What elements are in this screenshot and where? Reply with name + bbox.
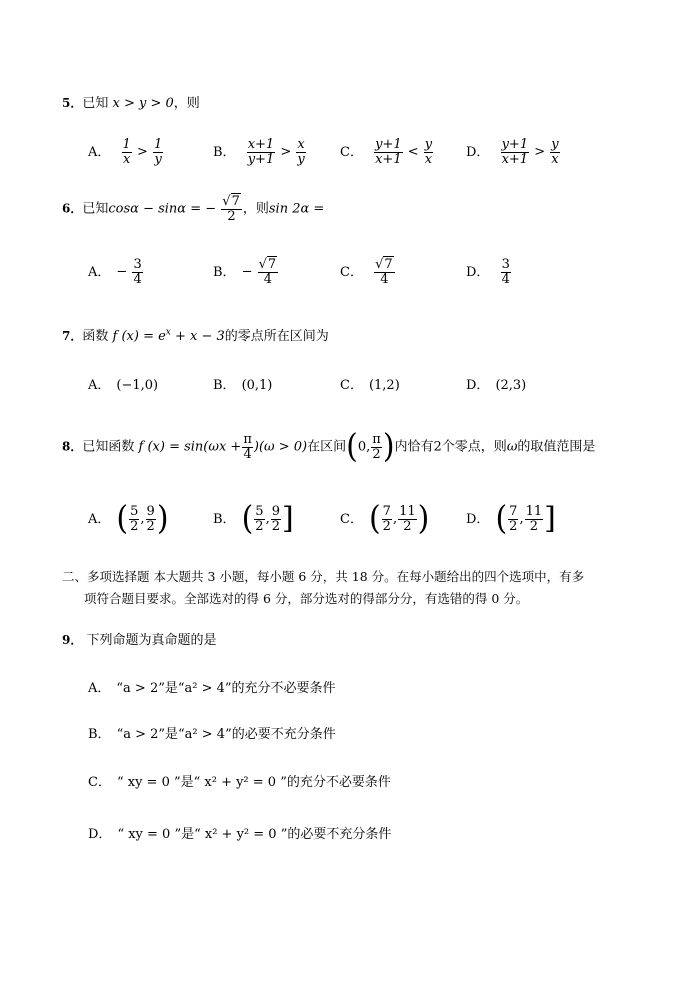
open-bracket: ( (241, 499, 254, 538)
q5-option-c[interactable] (340, 138, 434, 166)
operator: > (136, 144, 148, 160)
option-label: B． (88, 727, 111, 742)
stem-text: 函数 (82, 329, 109, 344)
section-2-instructions (62, 566, 662, 610)
fraction: $\frac{9}{2}$ (146, 503, 155, 534)
section-line-1: 二、多项选择题 本大题共 3 小题，每小题 6 分，共 18 分。在每小题给出的四个选项中，有多 (62, 569, 585, 584)
q7-option-c[interactable] (340, 374, 400, 393)
close-bracket: ) (417, 499, 430, 538)
operator: < (407, 144, 419, 160)
question-number: 7． (62, 329, 83, 343)
q9-option-d[interactable] (88, 823, 391, 842)
question-6-stem (62, 195, 324, 223)
option-label: B． (213, 378, 236, 393)
q9-option-b[interactable] (88, 723, 336, 742)
function-formula: f $(x) = e^x + x - 3$ (112, 327, 225, 344)
q6-option-b[interactable] (213, 258, 279, 286)
q5-option-b[interactable] (213, 138, 307, 166)
open-bracket: ( (368, 499, 381, 538)
fraction: $\frac{\pi}{2}$ (372, 431, 381, 462)
q8-option-c[interactable]: C． ( $\frac{7}{2}$ , $\frac{11}{2}$ ) (340, 499, 430, 538)
question-8-stem (62, 427, 596, 466)
fraction: $\frac{y}{x}$ (424, 137, 433, 167)
option-label: A． (88, 144, 111, 160)
fraction: $\frac{11}{2}$ (525, 503, 543, 534)
option-text: “ xy = 0 ”是“ x² + y² = 0 ”的必要不充分条件 (117, 827, 392, 842)
fraction: $\frac{\pi}{4}$ (243, 431, 252, 462)
option-label: C． (340, 511, 363, 527)
option-label: A． (88, 378, 111, 393)
question-number: 8． (62, 439, 83, 454)
q7-option-a[interactable] (88, 374, 158, 393)
interval: (−1,0) (116, 378, 159, 393)
fraction: $\frac{3}{4}$ (501, 257, 510, 287)
close-bracket: ) (156, 499, 169, 538)
stem-text: 的零点所在区间为 (224, 329, 329, 344)
q5-option-d[interactable] (466, 138, 561, 166)
fraction: $\frac{y+1}{x+1}$ (501, 137, 529, 167)
interval: (2,3) (495, 378, 527, 393)
option-label: C． (340, 378, 363, 393)
fraction: $\frac{1}{x}$ (122, 137, 131, 167)
fraction: $\frac{1}{y}$ (154, 137, 163, 167)
option-text: “ xy = 0 ”是“ x² + y² = 0 ”的充分不必要条件 (116, 775, 391, 790)
q9-option-a[interactable] (88, 677, 336, 696)
interval: (1,2) (368, 378, 400, 393)
fraction: $\frac{5}{2}$ (255, 503, 264, 534)
condition-formula: x > y > 0 (112, 96, 174, 111)
stem-text: 在区间 (307, 439, 347, 455)
q6-option-d[interactable] (466, 258, 512, 286)
q8-option-b[interactable]: B． ( $\frac{5}{2}$ , $\frac{9}{2}$ ] (213, 499, 294, 538)
stem-text: ，则 (242, 201, 269, 217)
close-bracket: ] (281, 501, 294, 536)
stem-text: 下列命题为真命题的是 (86, 633, 217, 648)
function-formula: f (x) = sin(ωx + (138, 439, 242, 455)
operator: > (280, 144, 292, 160)
fraction: $\frac{3}{4}$ (133, 257, 142, 287)
omega-symbol: ω (506, 439, 518, 455)
interval-start: 0, (357, 439, 371, 455)
option-label: C． (88, 775, 111, 790)
close-bracket: ] (544, 501, 556, 536)
stem-text: 的取值范围是 (517, 439, 596, 455)
fraction: $\frac{x+1}{y+1}$ (247, 137, 275, 167)
left-paren: ( (346, 427, 358, 466)
q6-option-c[interactable] (340, 258, 396, 286)
interval: (0,1) (241, 378, 273, 393)
option-label: A． (88, 264, 111, 280)
q7-option-d[interactable] (466, 374, 526, 393)
option-label: C． (340, 144, 363, 160)
question-number: 6． (62, 201, 83, 216)
option-label: D． (88, 827, 112, 842)
open-bracket: ( (495, 499, 508, 538)
function-formula: )(ω > 0) (253, 439, 308, 455)
option-label: D． (466, 511, 490, 527)
q8-option-a[interactable]: A． ( $\frac{5}{2}$ , $\frac{9}{2}$ ) (88, 499, 169, 538)
option-text: “a > 2”是“a² > 4”的充分不必要条件 (116, 681, 336, 696)
formula: cosα − sinα = − (108, 201, 217, 217)
sign: − (241, 264, 253, 280)
stem-text: 已知 (82, 201, 109, 217)
question-7-stem (62, 325, 329, 344)
option-label: B． (213, 144, 236, 160)
q9-option-c[interactable] (88, 771, 391, 790)
stem-text: ，则 (173, 96, 200, 111)
sign: − (116, 264, 128, 280)
option-label: D． (466, 378, 490, 393)
question-number: 5． (62, 96, 83, 110)
q6-option-a[interactable] (88, 258, 144, 286)
stem-text: 内恰有2个零点，则 (394, 439, 507, 455)
fraction: $\frac{5}{2}$ (130, 503, 139, 534)
option-label: B． (213, 511, 236, 527)
option-label: D． (466, 264, 490, 280)
q8-option-d[interactable]: D． ( $\frac{7}{2}$ , $\frac{11}{2}$ ] (466, 499, 556, 538)
option-text: “a > 2”是“a² > 4”的必要不充分条件 (116, 727, 336, 742)
question-9-stem (62, 629, 217, 648)
fraction: $\frac{x}{y}$ (297, 137, 305, 167)
option-label: C． (340, 264, 363, 280)
option-label: D． (466, 144, 490, 160)
stem-text: 已知函数 (82, 439, 135, 455)
section-line-2: 项符合题目要求。全部选对的得 6 分，部分选对的得部分分，有选错的得 0 分。 (84, 591, 529, 606)
fraction: $\frac{√7}{4}$ (258, 257, 277, 287)
question-number: 9． (62, 633, 83, 647)
option-label: A． (88, 511, 111, 527)
open-bracket: ( (116, 499, 129, 538)
fraction: $\frac{7}{2}$ (382, 503, 391, 534)
fraction: $\frac{9}{2}$ (271, 503, 280, 534)
stem-text: 已知 (82, 96, 109, 111)
q5-option-a[interactable] (88, 138, 164, 166)
fraction: $\frac{y+1}{x+1}$ (375, 137, 402, 167)
operator: > (534, 144, 546, 160)
right-paren: ) (382, 427, 395, 466)
sqrt-numerator: √7 (222, 194, 240, 209)
option-label: A． (88, 681, 111, 696)
fraction: $\frac{11}{2}$ (399, 503, 416, 534)
question-5-stem (62, 92, 200, 111)
option-label: B． (213, 264, 236, 280)
fraction: $\frac{√7}{4}$ (375, 257, 393, 287)
formula: sin 2α = (268, 201, 325, 217)
fraction: $\frac{√7}{2}$ (222, 194, 240, 224)
fraction: $\frac{7}{2}$ (509, 503, 518, 534)
fraction: $\frac{y}{x}$ (551, 137, 559, 167)
q7-option-b[interactable] (213, 374, 272, 393)
